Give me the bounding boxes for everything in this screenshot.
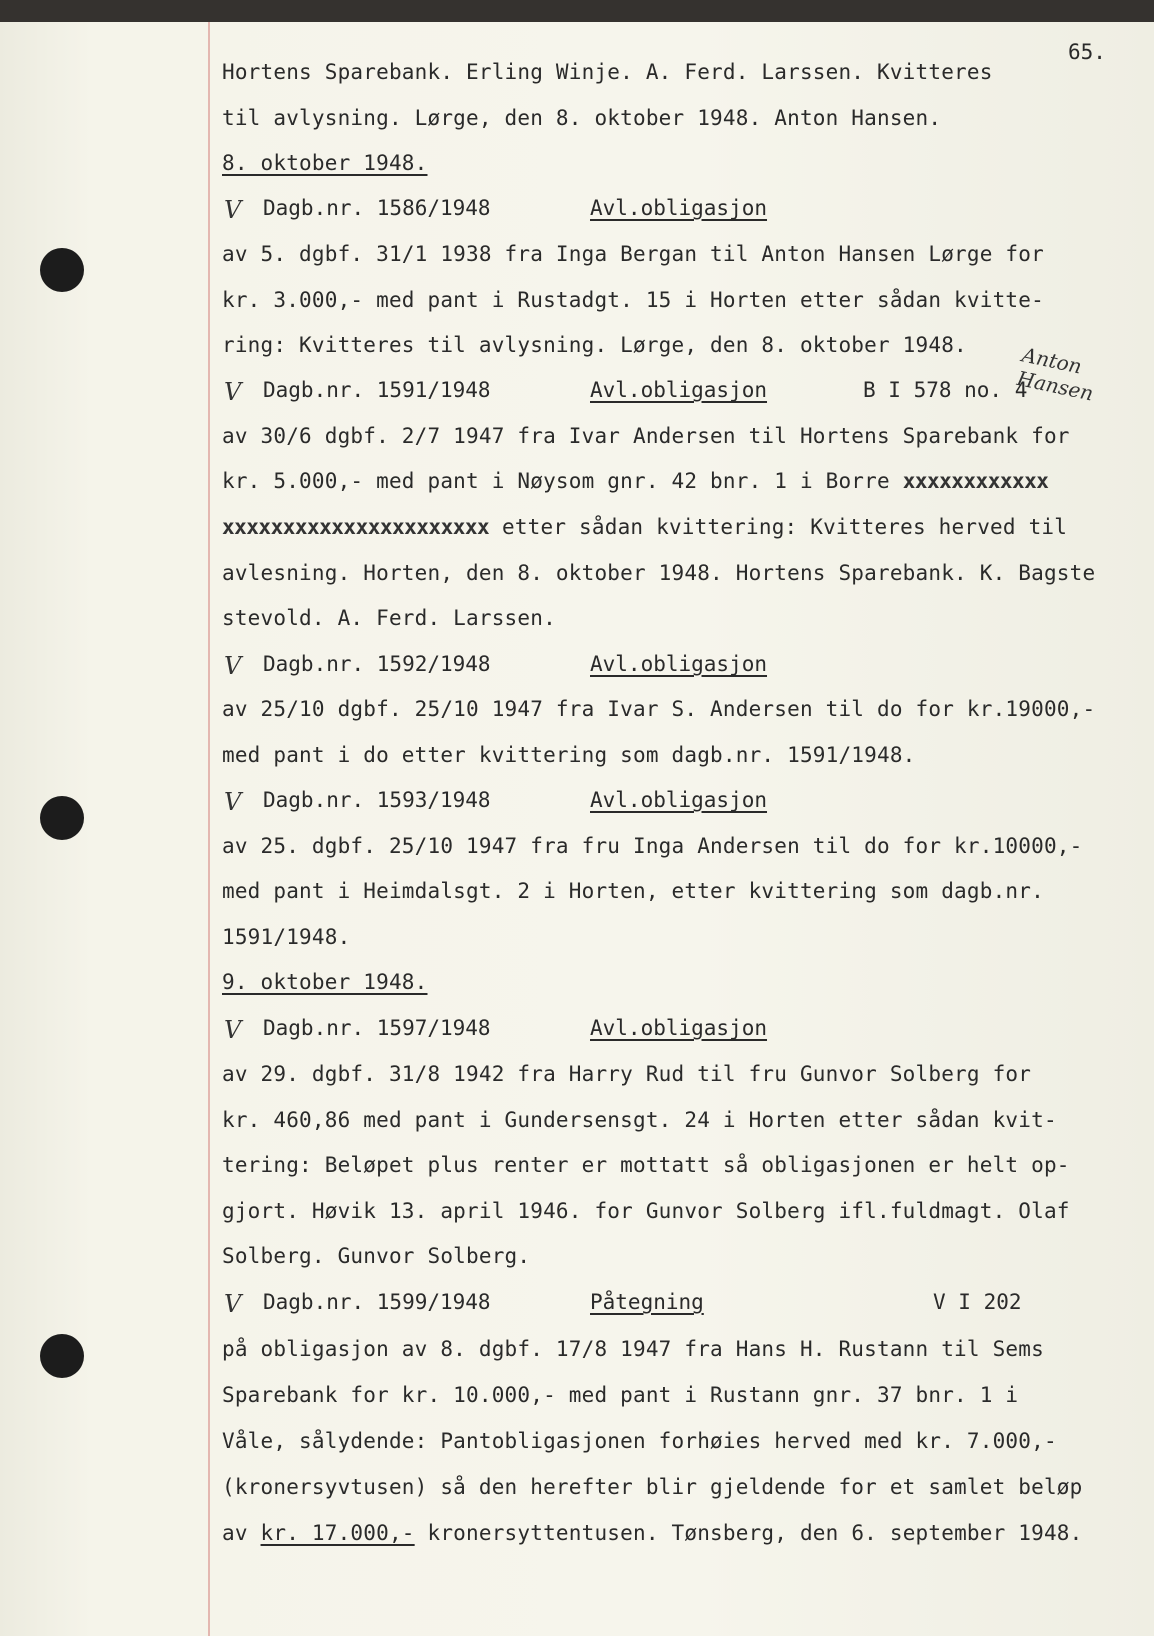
check-mark: V xyxy=(224,652,242,680)
text-line: av 29. dgbf. 31/8 1942 fra Harry Rud til fru Gunvor Solberg for xyxy=(222,1062,1032,1086)
punch-hole xyxy=(40,1334,84,1378)
check-mark: V xyxy=(224,196,242,224)
text-span: kr. 5.000,- med pant i Nøysom gnr. 42 bnr. 1 i Borre xyxy=(222,469,890,493)
underlined-amount: kr. 17.000,- xyxy=(260,1521,415,1545)
dagb-number: Dagb.nr. 1591/1948 xyxy=(263,378,491,402)
text-line: Hortens Sparebank. Erling Winje. A. Ferd. Larssen. Kvitteres xyxy=(222,60,993,84)
dagb-number: Dagb.nr. 1599/1948 xyxy=(263,1290,491,1314)
text-line: av 5. dgbf. 31/1 1938 fra Inga Bergan til Anton Hansen Lørge for xyxy=(222,242,1044,266)
text-line: 1591/1948. xyxy=(222,925,351,949)
date-heading: 8. oktober 1948. xyxy=(222,151,428,175)
handwritten-signature: Anton Hansen xyxy=(1015,342,1096,406)
text-line: avlesning. Horten, den 8. oktober 1948. Hortens Sparebank. K. Bagste xyxy=(222,561,1096,585)
text-span: kronersyttentusen. Tønsberg, den 6. september 1948. xyxy=(427,1521,1083,1545)
margin-line xyxy=(208,22,210,1636)
text-line: på obligasjon av 8. dgbf. 17/8 1947 fra Hans H. Rustann til Sems xyxy=(222,1337,1044,1361)
text-line: stevold. A. Ferd. Larssen. xyxy=(222,606,556,630)
text-line: med pant i do etter kvittering som dagb.nr. 1591/1948. xyxy=(222,743,916,767)
entry-type: Avl.obligasjon xyxy=(590,788,768,812)
text-line xyxy=(222,469,1048,493)
punch-hole xyxy=(40,796,84,840)
text-line: av 25. dgbf. 25/10 1947 fra fru Inga Andersen til do for kr.10000,- xyxy=(222,834,1083,858)
text-line: Sparebank for kr. 10.000,- med pant i Rustann gnr. 37 bnr. 1 i xyxy=(222,1383,1019,1407)
entry-type: Avl.obligasjon xyxy=(590,378,768,402)
text-line: tering: Beløpet plus renter er mottatt så obligasjonen er helt op- xyxy=(222,1153,1070,1177)
text-line: (kronersyvtusen) så den herefter blir gjeldende for et samlet beløp xyxy=(222,1475,1083,1499)
struck-text: xxxxxxxxxxxx xyxy=(902,469,1049,493)
text-line: Våle, sålydende: Pantobligasjonen forhøies herved med kr. 7.000,- xyxy=(222,1429,1057,1453)
dagb-number: Dagb.nr. 1593/1948 xyxy=(263,788,491,812)
text-line xyxy=(222,515,1067,539)
date-heading: 9. oktober 1948. xyxy=(222,970,428,994)
text-line xyxy=(222,1521,1083,1545)
reference: B I 578 no. 4 xyxy=(863,378,1028,402)
text-line: ring: Kvitteres til avlysning. Lørge, den 8. oktober 1948. xyxy=(222,333,967,357)
text-line: med pant i Heimdalsgt. 2 i Horten, etter kvittering som dagb.nr. xyxy=(222,879,1044,903)
entry-type: Avl.obligasjon xyxy=(590,1016,768,1040)
text-line: kr. 460,86 med pant i Gundersensgt. 24 i Horten etter sådan kvit- xyxy=(222,1108,1057,1132)
text-line: Solberg. Gunvor Solberg. xyxy=(222,1244,531,1268)
check-mark: V xyxy=(224,378,242,406)
check-mark: V xyxy=(224,1016,242,1044)
text-line: av 25/10 dgbf. 25/10 1947 fra Ivar S. Andersen til do for kr.19000,- xyxy=(222,697,1096,721)
check-mark: V xyxy=(224,1290,242,1318)
check-mark: V xyxy=(224,788,242,816)
struck-text: xxxxxxxxxxxxxxxxxxxxxx xyxy=(222,515,490,539)
entry-type: Påtegning xyxy=(590,1290,704,1314)
dagb-number: Dagb.nr. 1597/1948 xyxy=(263,1016,491,1040)
entry-type: Avl.obligasjon xyxy=(590,196,768,220)
text-line: kr. 3.000,- med pant i Rustadgt. 15 i Horten etter sådan kvitte- xyxy=(222,288,1044,312)
scan-top-edge xyxy=(0,0,1154,22)
text-span: av xyxy=(222,1521,248,1545)
page-number: 65. xyxy=(1068,40,1106,64)
entry-type: Avl.obligasjon xyxy=(590,652,768,676)
reference: V I 202 xyxy=(933,1290,1022,1314)
text-line: til avlysning. Lørge, den 8. oktober 1948. Anton Hansen. xyxy=(222,106,942,130)
dagb-number: Dagb.nr. 1586/1948 xyxy=(263,196,491,220)
text-span: etter sådan kvittering: Kvitteres herved til xyxy=(502,515,1068,539)
text-line: av 30/6 dgbf. 2/7 1947 fra Ivar Andersen til Hortens Sparebank for xyxy=(222,424,1070,448)
text-line: gjort. Høvik 13. april 1946. for Gunvor Solberg ifl.fuldmagt. Olaf xyxy=(222,1199,1070,1223)
punch-hole xyxy=(40,248,84,292)
dagb-number: Dagb.nr. 1592/1948 xyxy=(263,652,491,676)
